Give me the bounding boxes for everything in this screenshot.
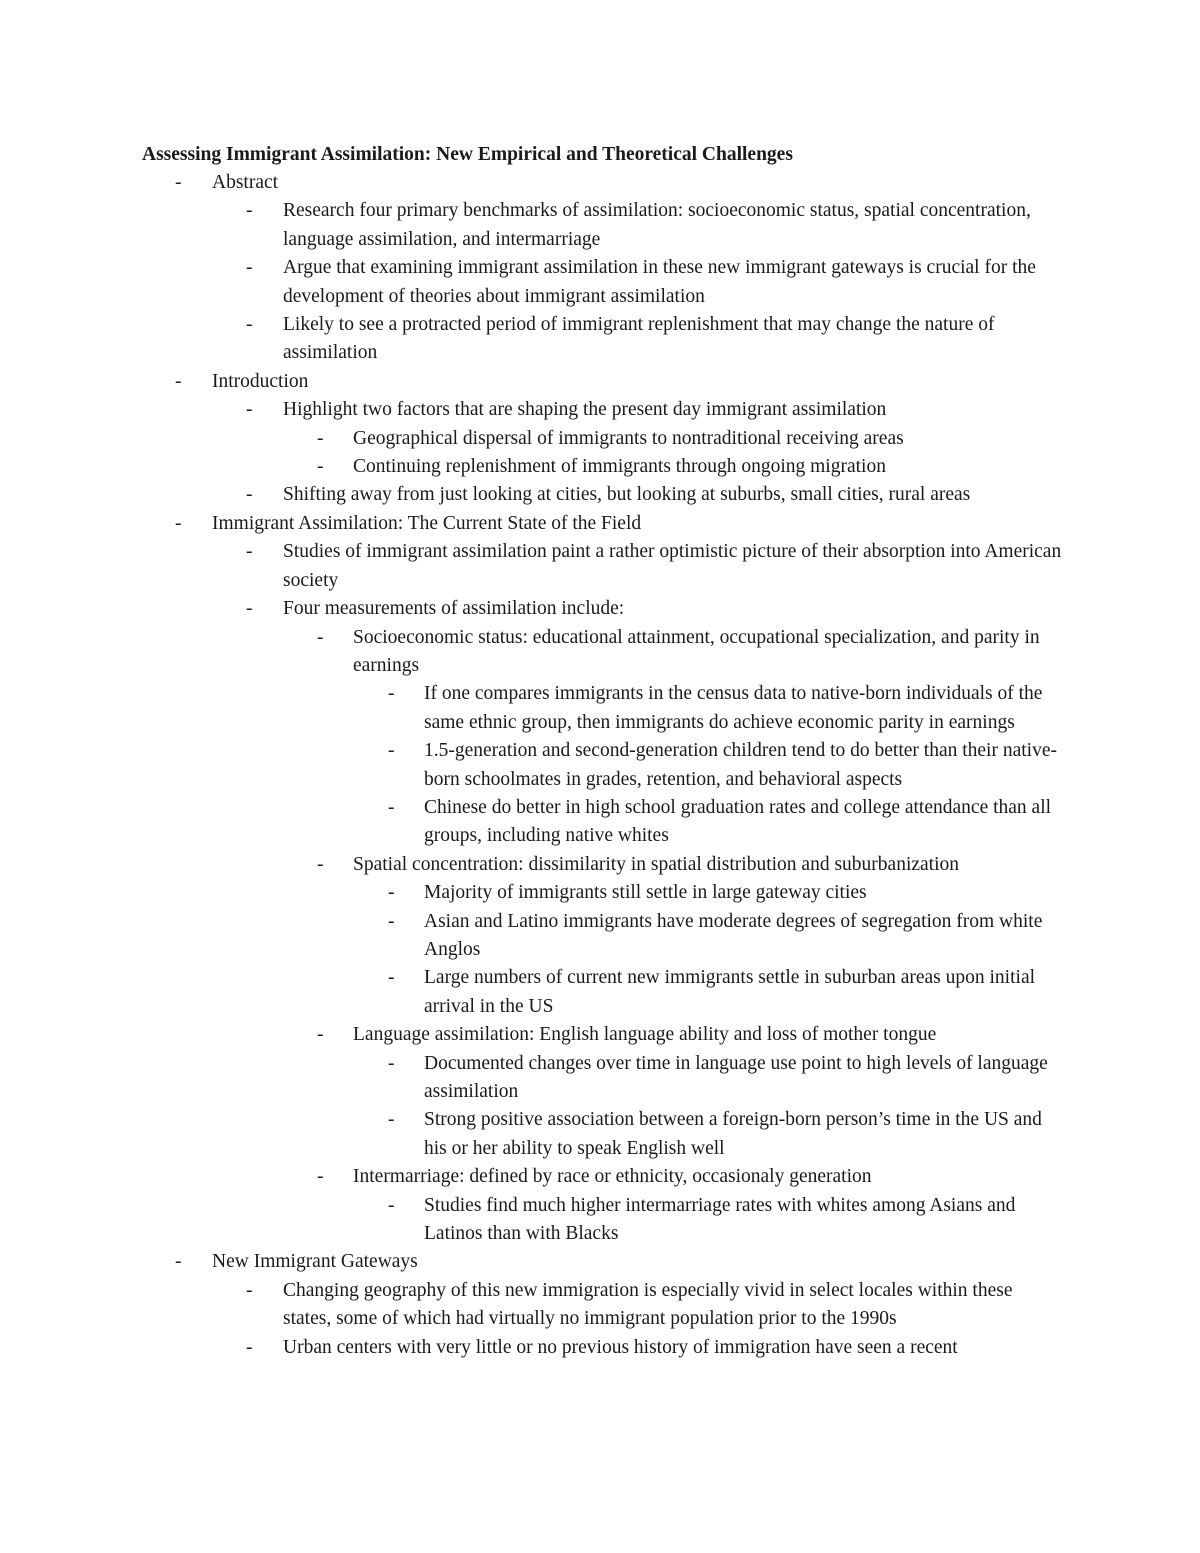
- outline-item-level-4: [0, 1192, 1200, 1249]
- outline-item-level-4: [0, 908, 1200, 965]
- outline-item-text: Large numbers of current new immigrants settle in suburban areas upon initial arrival in the US: [424, 967, 1036, 1017]
- outline-item-text: Studies find much higher intermarriage rates with whites among Asians and Latinos than with Blacks: [424, 1194, 1016, 1245]
- bullet-dash: -: [317, 853, 324, 875]
- bullet-dash: -: [175, 370, 182, 392]
- outline-list: [0, 169, 1200, 1362]
- bullet-dash: -: [246, 399, 253, 421]
- outline-item-text: Chinese do better in high school graduation rates and college attendance than all groups, including native whites: [424, 796, 1052, 847]
- bullet-dash: -: [246, 541, 253, 563]
- outline-item-text: Language assimilation: English language ability and loss of mother tongue: [353, 1024, 937, 1046]
- outline-item-text: Documented changes over time in language use point to high levels of language assimilation: [424, 1052, 1048, 1102]
- outline-item-level-3: [0, 425, 1200, 453]
- outline-item-text: Intermarriage: defined by race or ethnicity, occasionaly generation: [353, 1166, 872, 1188]
- outline-item-text: Abstract: [212, 172, 279, 193]
- outline-item-text: Introduction: [212, 370, 309, 392]
- bullet-dash: -: [246, 484, 253, 506]
- outline-item-level-2: [0, 481, 1200, 509]
- bullet-dash: -: [246, 257, 253, 279]
- outline-item-level-4: [0, 879, 1200, 907]
- outline-item-level-3: [0, 1021, 1200, 1049]
- document-title: Assessing Immigrant Assimilation: New Empirical and Theoretical Challenges: [142, 144, 793, 165]
- bullet-dash: -: [388, 683, 395, 705]
- bullet-dash: -: [246, 1279, 253, 1301]
- outline-item-level-4: [0, 964, 1200, 1021]
- outline-item-text: If one compares immigrants in the census data to native-born individuals of the same ethnic group, then immigrants do achieve economic parity in earnings: [424, 683, 1043, 733]
- bullet-dash: -: [388, 1194, 395, 1216]
- outline-item-text: Spatial concentration: dissimilarity in spatial distribution and suburbanization: [353, 853, 960, 875]
- outline-item-level-2: [0, 1277, 1200, 1334]
- outline-item-text: New Immigrant Gateways: [212, 1251, 418, 1273]
- outline-item-level-2: [0, 311, 1200, 368]
- outline-item-text: Continuing replenishment of immigrants through ongoing migration: [353, 456, 886, 478]
- outline-item-text: Changing geography of this new immigration is especially vivid in select locales within these states, some of which had virtually no immigrant population prior to the 1990s: [283, 1279, 1013, 1330]
- bullet-dash: -: [246, 200, 253, 222]
- outline-item-level-1: [0, 510, 1200, 538]
- bullet-dash: -: [246, 598, 253, 620]
- bullet-dash: -: [246, 1336, 253, 1358]
- outline-item-level-1: [0, 169, 1200, 197]
- outline-item-text: Geographical dispersal of immigrants to nontraditional receiving areas: [353, 427, 904, 449]
- outline-item-level-2: [0, 254, 1200, 311]
- outline-item-level-1: [0, 1248, 1200, 1276]
- outline-item-level-2: [0, 595, 1200, 623]
- outline-item-text: Likely to see a protracted period of immigrant replenishment that may change the nature of assimilation: [283, 314, 995, 364]
- outline-item-level-2: [0, 197, 1200, 254]
- bullet-dash: -: [175, 172, 182, 193]
- outline-item-text: Four measurements of assimilation include:: [283, 598, 625, 620]
- bullet-dash: -: [317, 1024, 324, 1046]
- outline-item-level-3: [0, 453, 1200, 481]
- outline-item-level-4: [0, 1106, 1200, 1163]
- bullet-dash: -: [388, 882, 395, 904]
- outline-item-level-4: [0, 794, 1200, 851]
- outline-item-text: Immigrant Assimilation: The Current State of the Field: [212, 512, 642, 534]
- outline-item-level-4: [0, 1050, 1200, 1107]
- outline-item-text: Research four primary benchmarks of assimilation: socioeconomic status, spatial concentration, language assimilation, and intermarriage: [283, 200, 1031, 250]
- bullet-dash: -: [175, 512, 182, 534]
- outline-item-text: Urban centers with very little or no previous history of immigration have seen a recent: [283, 1336, 958, 1358]
- outline-item-level-2: [0, 396, 1200, 424]
- bullet-dash: -: [246, 314, 253, 336]
- bullet-dash: -: [388, 796, 395, 818]
- outline-item-text: Highlight two factors that are shaping the present day immigrant assimilation: [283, 399, 887, 421]
- outline-item-level-2: [0, 538, 1200, 595]
- outline-item-text: 1.5-generation and second-generation children tend to do better than their native-born schoolmates in grades, retention, and behavioral aspects: [424, 740, 1057, 790]
- outline-item-level-1: [0, 368, 1200, 396]
- outline-item-level-3: [0, 1163, 1200, 1191]
- bullet-dash: -: [175, 1251, 182, 1273]
- outline-item-text: Strong positive association between a foreign-born person’s time in the US and his or her ability to speak English well: [424, 1109, 1042, 1159]
- outline-item-level-3: [0, 624, 1200, 681]
- bullet-dash: -: [317, 456, 324, 478]
- outline-item-level-4: [0, 737, 1200, 794]
- bullet-dash: -: [388, 1052, 395, 1074]
- outline-item-text: Majority of immigrants still settle in large gateway cities: [424, 882, 867, 904]
- outline-item-level-2: [0, 1334, 1200, 1362]
- outline-item-text: Asian and Latino immigrants have moderate degrees of segregation from white Anglos: [424, 910, 1043, 960]
- bullet-dash: -: [317, 1166, 324, 1188]
- bullet-dash: -: [317, 427, 324, 449]
- outline-item-text: Studies of immigrant assimilation paint a rather optimistic picture of their absorption into American society: [283, 541, 1062, 591]
- outline-item-text: Argue that examining immigrant assimilation in these new immigrant gateways is crucial for the development of theories about immigrant assimilation: [283, 257, 1036, 307]
- bullet-dash: -: [388, 967, 395, 989]
- bullet-dash: -: [388, 740, 395, 762]
- bullet-dash: -: [388, 1109, 395, 1131]
- outline-item-level-3: [0, 851, 1200, 879]
- outline-item-text: Shifting away from just looking at cities, but looking at suburbs, small cities, rural areas: [283, 484, 971, 506]
- outline-item-text: Socioeconomic status: educational attainment, occupational specialization, and parity in earnings: [353, 626, 1040, 676]
- bullet-dash: -: [317, 626, 324, 648]
- bullet-dash: -: [388, 910, 395, 932]
- outline-item-level-4: [0, 680, 1200, 737]
